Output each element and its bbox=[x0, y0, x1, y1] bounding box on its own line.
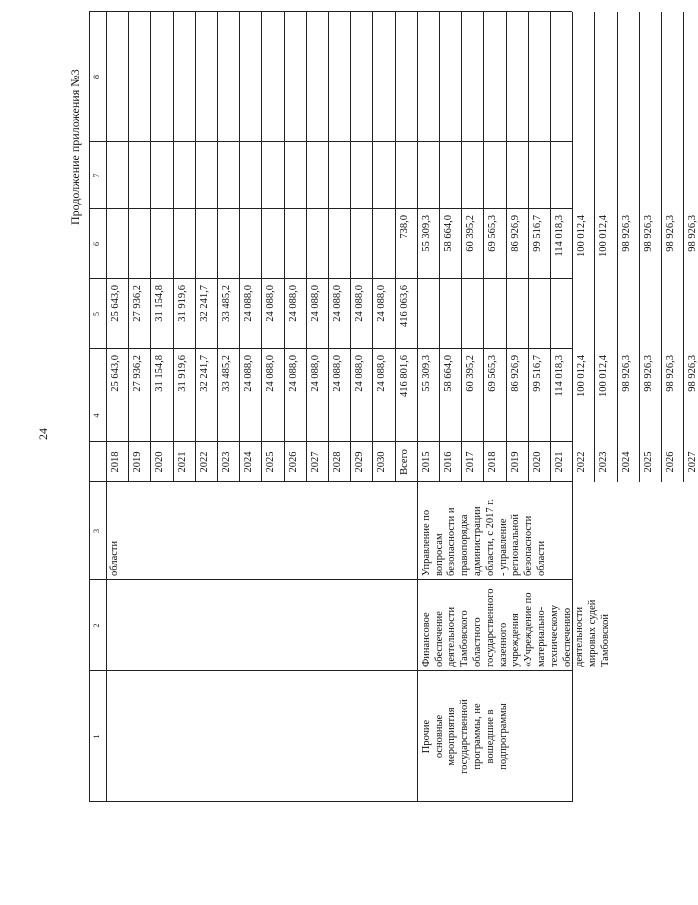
amount-col5-cell: 24 088,0 bbox=[243, 285, 255, 322]
amount-col5-cell: 24 088,0 bbox=[265, 285, 277, 322]
column-divider bbox=[89, 441, 106, 442]
amount-col6-cell: 60 395,2 bbox=[465, 215, 477, 252]
amount-col6-cell: 98 926,3 bbox=[687, 215, 698, 252]
col1-line: мероприятия bbox=[446, 707, 458, 766]
col3-line: безопасности и bbox=[446, 507, 458, 576]
row-divider bbox=[617, 12, 618, 482]
continuation-label: Продолжение приложения №3 bbox=[68, 69, 82, 225]
amount-col5-cell: 27 936,2 bbox=[132, 285, 144, 322]
amount-total-cell: 25 643,0 bbox=[110, 355, 121, 392]
col2-line: Финансовое bbox=[420, 612, 432, 667]
col2-line: областного bbox=[472, 617, 483, 667]
year-cell: 2027 bbox=[309, 451, 321, 473]
amount-total-cell: 32 241,7 bbox=[198, 355, 210, 392]
year-cell: 2022 bbox=[576, 451, 588, 473]
amount-total-cell: 58 664,0 bbox=[443, 355, 454, 392]
year-cell: 2016 bbox=[443, 451, 454, 473]
amount-col5-cell: 31 919,6 bbox=[176, 285, 188, 322]
year-cell: 2017 bbox=[465, 451, 477, 473]
year-cell: 2025 bbox=[642, 451, 654, 473]
year-cell: 2019 bbox=[509, 451, 521, 473]
row-divider bbox=[528, 12, 529, 482]
amount-total-cell: 416 801,6 bbox=[398, 355, 410, 397]
amount-col5-cell: 31 154,8 bbox=[154, 285, 166, 322]
row-divider bbox=[173, 12, 174, 482]
amount-total-cell: 86 926,9 bbox=[509, 355, 521, 392]
amount-col6-cell: 98 926,3 bbox=[665, 215, 676, 252]
col2-line: деятельности bbox=[446, 606, 458, 667]
row-divider bbox=[439, 12, 440, 482]
row-divider bbox=[506, 12, 507, 482]
amount-total-cell: 98 926,3 bbox=[665, 355, 676, 392]
col2-line: государственного bbox=[484, 588, 496, 667]
amount-col5-cell: 24 088,0 bbox=[354, 285, 366, 322]
amount-col5-cell: 33 485,2 bbox=[221, 285, 232, 322]
row-divider bbox=[661, 12, 662, 482]
amount-total-cell: 60 395,2 bbox=[465, 355, 477, 392]
col2-line: Тамбовского bbox=[459, 610, 471, 667]
year-cell: 2025 bbox=[265, 451, 277, 473]
row-divider bbox=[328, 12, 329, 482]
row-divider bbox=[239, 12, 240, 482]
amount-col5-cell: 25 643,0 bbox=[110, 285, 121, 322]
col2-line: Тамбовской bbox=[600, 613, 611, 667]
amount-total-cell: 24 088,0 bbox=[243, 355, 255, 392]
header-cell: 6 bbox=[92, 242, 101, 246]
col2-line: мировых судей bbox=[587, 599, 599, 667]
amount-total-cell: 69 565,3 bbox=[487, 355, 499, 392]
row-divider bbox=[550, 12, 551, 482]
year-cell: 2021 bbox=[176, 451, 188, 473]
amount-col6-cell: 99 516,7 bbox=[531, 215, 543, 252]
row-divider bbox=[350, 12, 351, 482]
col1-line: подпрограммы bbox=[497, 703, 509, 770]
year-cell: 2021 bbox=[554, 451, 565, 473]
row-divider bbox=[461, 12, 462, 482]
column-divider bbox=[89, 278, 572, 279]
col2-line: учреждения bbox=[510, 613, 522, 667]
col1-line: Прочие bbox=[420, 719, 432, 754]
amount-total-cell: 98 926,3 bbox=[620, 355, 632, 392]
row-divider bbox=[683, 12, 684, 482]
header-cell: 8 bbox=[92, 75, 101, 79]
amount-col5-cell: 32 241,7 bbox=[198, 285, 210, 322]
col1-line: программы, не bbox=[472, 703, 483, 770]
amount-col6-cell: 98 926,3 bbox=[620, 215, 632, 252]
executor-cell: области bbox=[109, 540, 120, 576]
page-number: 24 bbox=[36, 428, 50, 440]
header-cell: 7 bbox=[92, 173, 101, 178]
amount-total-cell: 24 088,0 bbox=[309, 355, 321, 392]
header-cell: 2 bbox=[92, 623, 101, 628]
row-divider bbox=[572, 12, 573, 482]
amount-total-cell: 24 088,0 bbox=[376, 355, 388, 392]
amount-total-cell: 27 936,2 bbox=[132, 355, 144, 392]
col3-line: администрации bbox=[472, 506, 483, 576]
year-cell: Всего bbox=[398, 449, 410, 475]
table-border-right bbox=[89, 11, 572, 12]
amount-col6-cell: 58 664,0 bbox=[443, 215, 454, 252]
block-divider bbox=[417, 12, 418, 802]
year-cell: 2020 bbox=[531, 451, 543, 473]
amount-col6-cell: 100 012,4 bbox=[598, 215, 610, 257]
year-cell: 2018 bbox=[487, 451, 499, 473]
col3-line: области, с 2017 г. bbox=[484, 498, 496, 576]
year-cell: 2029 bbox=[354, 451, 366, 473]
col3-line: региональной bbox=[510, 514, 522, 576]
year-cell: 2024 bbox=[243, 451, 255, 473]
year-cell: 2024 bbox=[620, 451, 632, 473]
header-divider bbox=[106, 12, 107, 802]
header-cell: 3 bbox=[92, 529, 101, 533]
amount-col6-cell: 69 565,3 bbox=[487, 215, 499, 252]
amount-total-cell: 99 516,7 bbox=[531, 355, 543, 392]
column-divider bbox=[89, 481, 572, 482]
column-divider bbox=[89, 141, 572, 142]
row-divider bbox=[195, 12, 196, 482]
year-cell: 2026 bbox=[287, 451, 299, 473]
col3-line: - управление bbox=[497, 518, 509, 576]
year-cell: 2026 bbox=[665, 451, 676, 473]
row-divider bbox=[261, 12, 262, 482]
amount-col5-cell: 24 088,0 bbox=[309, 285, 321, 322]
amount-col5-cell: 24 088,0 bbox=[376, 285, 388, 322]
col3-line: области bbox=[536, 540, 547, 576]
table-border-top bbox=[89, 12, 90, 802]
year-cell: 2023 bbox=[221, 451, 232, 473]
amount-total-cell: 31 919,6 bbox=[176, 355, 188, 392]
row-divider bbox=[395, 12, 396, 482]
amount-total-cell: 24 088,0 bbox=[354, 355, 366, 392]
amount-total-cell: 33 485,2 bbox=[221, 355, 232, 392]
col1-line: основные bbox=[433, 714, 445, 759]
column-divider bbox=[89, 670, 572, 671]
budget-table bbox=[89, 12, 698, 802]
year-cell: 2019 bbox=[132, 451, 144, 473]
amount-col5-cell: 416 063,6 bbox=[398, 285, 410, 327]
row-divider bbox=[594, 12, 595, 482]
year-cell: 2018 bbox=[110, 451, 121, 473]
col1-line: государственной bbox=[459, 699, 471, 774]
row-divider bbox=[372, 12, 373, 482]
col2-line: обеспечение bbox=[433, 611, 445, 667]
col2-line: «Учреждение по bbox=[523, 592, 535, 667]
amount-total-cell: 55 309,3 bbox=[420, 355, 432, 392]
row-divider bbox=[306, 12, 307, 482]
amount-col6-cell: 86 926,9 bbox=[509, 215, 521, 252]
row-divider bbox=[217, 12, 218, 482]
amount-col5-cell: 24 088,0 bbox=[332, 285, 343, 322]
amount-total-cell: 31 154,8 bbox=[154, 355, 166, 392]
amount-total-cell: 98 926,3 bbox=[687, 355, 698, 392]
row-divider bbox=[483, 12, 484, 482]
column-divider bbox=[89, 579, 572, 580]
year-cell: 2030 bbox=[376, 451, 388, 473]
col2-line: казенного bbox=[497, 622, 509, 667]
year-cell: 2023 bbox=[598, 451, 610, 473]
amount-col6-cell: 98 926,3 bbox=[642, 215, 654, 252]
year-cell: 2020 bbox=[154, 451, 166, 473]
table-border-left bbox=[89, 801, 572, 802]
col1-line: вошедшие в bbox=[484, 709, 496, 764]
col3-line: безопасности bbox=[523, 515, 535, 576]
amount-total-cell: 114 018,3 bbox=[554, 355, 565, 397]
col3-line: правопорядка bbox=[459, 514, 471, 576]
amount-total-cell: 24 088,0 bbox=[332, 355, 343, 392]
amount-col6-cell: 55 309,3 bbox=[420, 215, 432, 252]
col3-line: Управление по bbox=[420, 509, 432, 576]
row-divider bbox=[128, 12, 129, 482]
amount-col6-cell: 114 018,3 bbox=[554, 215, 565, 257]
amount-total-cell: 98 926,3 bbox=[642, 355, 654, 392]
row-divider bbox=[639, 12, 640, 482]
amount-col6-cell: 100 012,4 bbox=[576, 215, 588, 257]
col2-line: техническому bbox=[548, 605, 560, 667]
amount-total-cell: 100 012,4 bbox=[598, 355, 610, 397]
row-divider bbox=[284, 12, 285, 482]
col3-line: вопросам bbox=[433, 533, 445, 576]
amount-col5-cell: 24 088,0 bbox=[287, 285, 299, 322]
amount-total-cell: 24 088,0 bbox=[265, 355, 277, 392]
col2-line: материально- bbox=[536, 606, 547, 667]
year-cell: 2028 bbox=[332, 451, 343, 473]
header-cell: 1 bbox=[92, 734, 101, 739]
column-divider bbox=[89, 208, 572, 209]
col2-line: деятельности bbox=[574, 606, 586, 667]
header-cell: 4 bbox=[92, 413, 101, 418]
amount-total-cell: 100 012,4 bbox=[576, 355, 588, 397]
amount-total-cell: 24 088,0 bbox=[287, 355, 299, 392]
amount-col6-cell: 738,0 bbox=[398, 215, 410, 239]
header-cell: 5 bbox=[92, 312, 101, 316]
year-cell: 2015 bbox=[420, 451, 432, 473]
col2-line: обеспечению bbox=[561, 607, 573, 667]
year-cell: 2022 bbox=[198, 451, 210, 473]
row-divider bbox=[150, 12, 151, 482]
year-cell: 2027 bbox=[687, 451, 698, 473]
